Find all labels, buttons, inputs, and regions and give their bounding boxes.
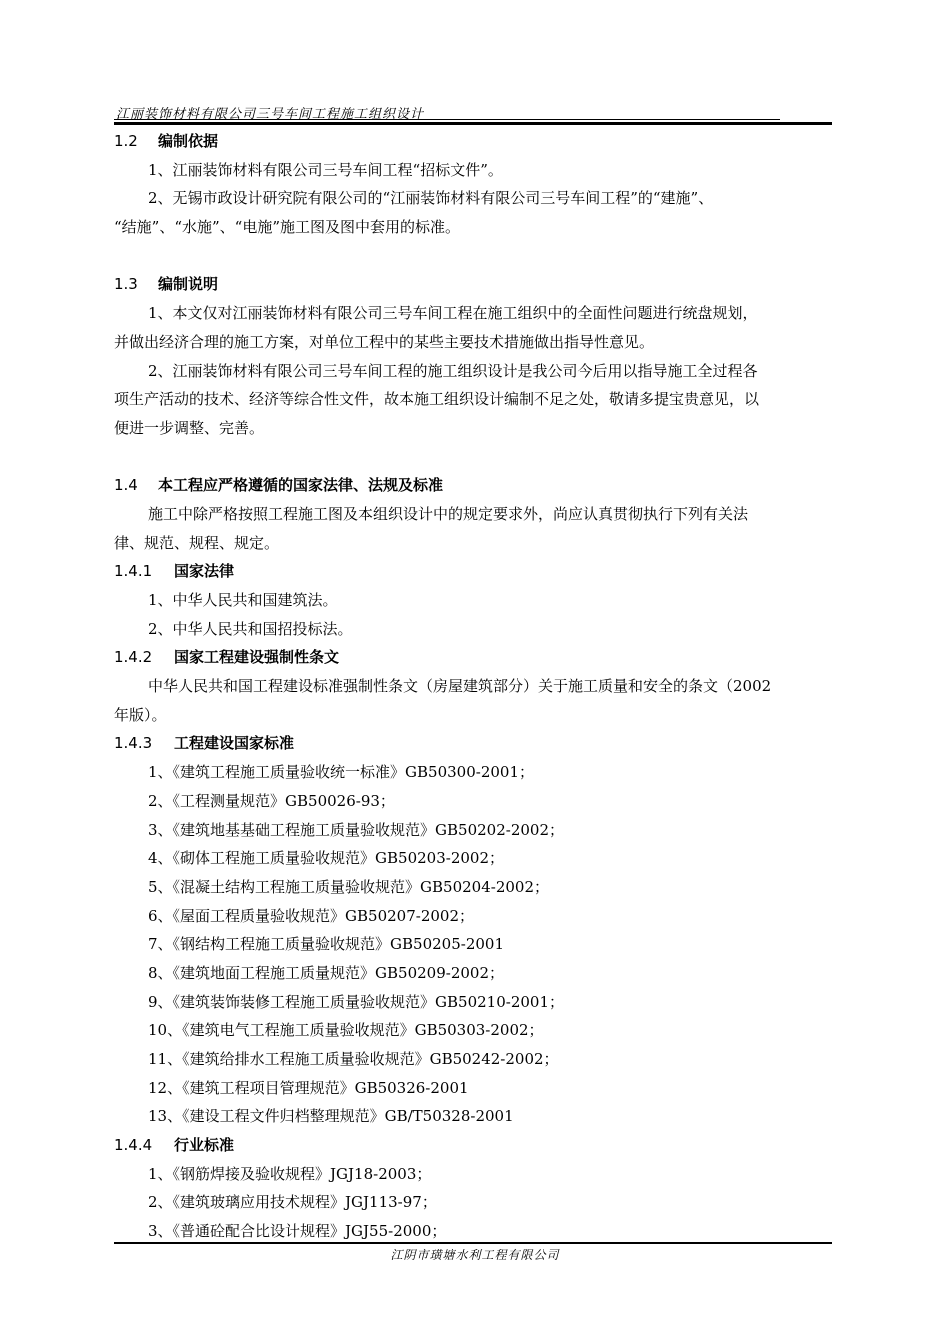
footer-company: 江阴市璜塘水利工程有限公司 (390, 1248, 560, 1262)
list-item: 2、《建筑玻璃应用技术规程》JGJ113-97； (148, 1193, 437, 1212)
section-title: 工程建设国家标准 (174, 734, 295, 753)
list-item: 3、《普通砼配合比设计规程》JGJ55-2000； (148, 1222, 447, 1241)
list-item: 11、《建筑给排水工程施工质量验收规范》GB50242-2002； (148, 1050, 559, 1068)
section-title: 行业标准 (174, 1136, 235, 1155)
section-heading-1-3 (114, 270, 838, 299)
section-heading-1-4-3 (114, 729, 838, 758)
paragraph-continuation: 律、规范、规程、规定。 (114, 533, 280, 552)
paragraph: 施工中除严格按照工程施工图及本组织设计中的规定要求外，尚应认真贯彻执行下列有关法 (148, 504, 749, 523)
header-title: 江丽装饰材料有限公司三号车间工程施工组织设计 (116, 107, 425, 122)
section-title: 国家工程建设强制性条文 (174, 648, 340, 667)
section-number: 1.4.2 (114, 648, 153, 667)
paragraph-continuation: 项生产活动的技术、经济等综合性文件，故本施工组织设计编制不足之处，敬请多提宝贵意见，以 (114, 390, 760, 409)
header-rule-thin (114, 119, 780, 120)
section-title: 国家法律 (174, 562, 235, 581)
spacer (114, 443, 838, 472)
section-heading-1-2 (114, 127, 838, 156)
section-title: 本工程应严格遵循的国家法律、法规及标准 (158, 476, 444, 495)
section-heading-1-4-2 (114, 643, 838, 672)
paragraph-continuation: 并做出经济合理的施工方案，对单位工程中的某些主要技术措施做出指导性意见。 (114, 332, 655, 351)
section-number: 1.4.3 (114, 734, 153, 753)
paragraph-continuation: 便进一步调整、完善。 (114, 418, 265, 437)
list-item: 7、《钢结构工程施工质量验收规范》GB50205-2001 (148, 935, 505, 954)
list-item: 10、《建筑电气工程施工质量验收规范》GB50303-2002； (148, 1021, 544, 1040)
list-item: 4、《砌体工程施工质量验收规范》GB50203-2002； (148, 849, 505, 868)
section-heading-1-4-1 (114, 557, 838, 586)
spacer (114, 242, 838, 271)
list-item: 1、《钢筋焊接及验收规程》JGJ18-2003； (148, 1164, 432, 1183)
section-title: 编制说明 (158, 275, 219, 294)
list-item: 6、《屋面工程质量验收规范》GB50207-2002； (148, 906, 475, 925)
paragraph-continuation: 年版）。 (114, 705, 167, 724)
paragraph: 1、江丽装饰材料有限公司三号车间工程“招标文件”。 (148, 160, 503, 179)
list-item: 8、《建筑地面工程施工质量规范》GB50209-2002； (148, 963, 505, 982)
paragraph: 1、本文仅对江丽装饰材料有限公司三号车间工程在施工组织中的全面性问题进行统盘规划， (148, 304, 758, 323)
list-item: 2、《工程测量规范》GB50026-93； (148, 791, 395, 810)
list-item: 1、中华人民共和国建筑法。 (148, 591, 338, 609)
section-heading-1-4 (114, 471, 838, 500)
paragraph: 2、江丽装饰材料有限公司三号车间工程的施工组织设计是我公司今后用以指导施工全过程各 (148, 361, 758, 380)
footer-rule (114, 1242, 832, 1244)
document-body (114, 127, 838, 1246)
section-number: 1.4.1 (114, 562, 153, 581)
list-item: 2、中华人民共和国招投标法。 (148, 619, 353, 638)
header-rule-thick (114, 122, 832, 125)
section-number: 1.3 (114, 275, 138, 294)
list-item: 13、《建设工程文件归档整理规范》GB/T50328-2001 (148, 1107, 514, 1126)
paragraph: 2、无锡市政设计研究院有限公司的“江丽装饰材料有限公司三号车间工程”的“建施”、 (148, 189, 714, 208)
section-number: 1.2 (114, 132, 138, 150)
section-title: 编制依据 (158, 132, 219, 150)
list-item: 12、《建筑工程项目管理规范》GB50326-2001 (148, 1078, 469, 1097)
section-heading-1-4-4 (114, 1131, 838, 1160)
section-number: 1.4 (114, 476, 138, 495)
paragraph-continuation: “结施”、“水施”、“电施”施工图及图中套用的标准。 (114, 218, 461, 237)
paragraph: 中华人民共和国工程建设标准强制性条文（房屋建筑部分）关于施工质量和安全的条文（2002 (148, 677, 772, 696)
list-item: 9、《建筑装饰装修工程施工质量验收规范》GB50210-2001； (148, 992, 565, 1011)
list-item: 3、《建筑地基基础工程施工质量验收规范》GB50202-2002； (148, 820, 565, 839)
list-item: 5、《混凝土结构工程施工质量验收规范》GB50204-2002； (148, 877, 550, 896)
list-item: 1、《建筑工程施工质量验收统一标准》GB50300-2001； (148, 763, 535, 782)
section-number: 1.4.4 (114, 1136, 153, 1155)
